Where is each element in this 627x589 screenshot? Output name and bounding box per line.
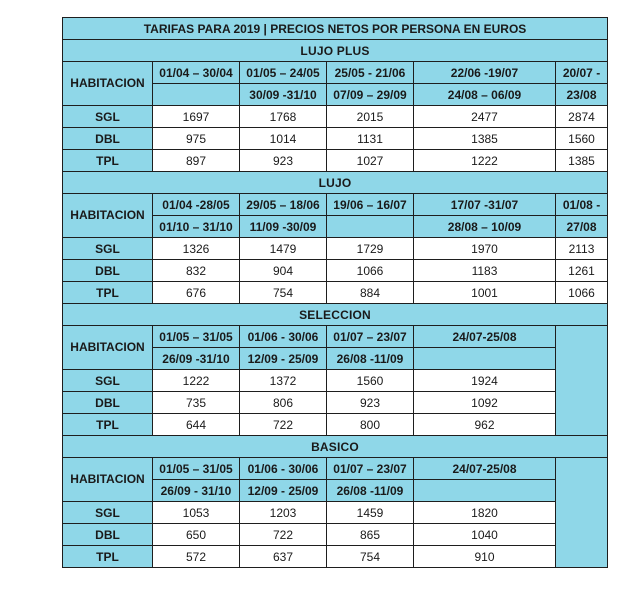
period-label: 01/10 – 31/10	[153, 216, 240, 238]
price-row	[63, 392, 608, 414]
price-row	[63, 546, 608, 568]
period-label: 29/05 – 18/06	[240, 194, 327, 216]
room-type: DBL	[63, 524, 153, 546]
price-cell: 722	[240, 524, 327, 546]
room-type: SGL	[63, 106, 153, 128]
period-label: 22/06 -19/07	[414, 62, 556, 84]
price-row	[63, 414, 608, 436]
section-title-row	[63, 304, 608, 326]
room-type: SGL	[63, 238, 153, 260]
period-label: 01/07 – 23/07	[327, 458, 414, 480]
price-cell: 923	[240, 150, 327, 172]
period-label: 01/05 – 31/05	[153, 326, 240, 348]
price-cell: 1261	[556, 260, 608, 282]
price-cell: 1560	[556, 128, 608, 150]
price-cell: 2015	[327, 106, 414, 128]
price-cell: 1066	[556, 282, 608, 304]
price-cell: 1326	[153, 238, 240, 260]
last-period-end: 27/08	[556, 216, 608, 238]
title-row	[63, 18, 608, 40]
price-cell: 2874	[556, 106, 608, 128]
room-type: DBL	[63, 128, 153, 150]
price-row	[63, 106, 608, 128]
price-cell: 1001	[414, 282, 556, 304]
section-title-row	[63, 172, 608, 194]
price-cell: 1385	[556, 150, 608, 172]
price-cell: 1697	[153, 106, 240, 128]
price-row	[63, 370, 608, 392]
period-label: 30/09 -31/10	[240, 84, 327, 106]
period-header-row	[63, 62, 608, 84]
period-label: 01/06 - 30/06	[240, 458, 327, 480]
price-cell: 1970	[414, 238, 556, 260]
price-cell: 800	[327, 414, 414, 436]
empty-column	[556, 458, 608, 568]
price-cell: 1385	[414, 128, 556, 150]
price-row	[63, 524, 608, 546]
price-cell: 1027	[327, 150, 414, 172]
price-cell: 572	[153, 546, 240, 568]
period-label: 26/09 - 31/10	[153, 480, 240, 502]
price-row	[63, 238, 608, 260]
period-label: 17/07 -31/07	[414, 194, 556, 216]
price-cell: 1053	[153, 502, 240, 524]
price-cell: 1014	[240, 128, 327, 150]
price-cell: 1092	[414, 392, 556, 414]
price-cell: 1820	[414, 502, 556, 524]
price-cell: 1222	[414, 150, 556, 172]
price-cell: 650	[153, 524, 240, 546]
price-cell: 1768	[240, 106, 327, 128]
price-cell: 897	[153, 150, 240, 172]
section-title: LUJO	[63, 172, 608, 194]
price-cell: 1203	[240, 502, 327, 524]
period-label: 01/07 – 23/07	[327, 326, 414, 348]
last-period-start: 01/08 -	[556, 194, 608, 216]
price-cell: 1560	[327, 370, 414, 392]
room-type: TPL	[63, 546, 153, 568]
period-label: 19/06 – 16/07	[327, 194, 414, 216]
period-label	[153, 84, 240, 106]
section-title-row	[63, 40, 608, 62]
row-header-label: HABITACION	[63, 62, 153, 106]
period-header-row	[63, 326, 608, 348]
price-cell: 1729	[327, 238, 414, 260]
price-cell: 1479	[240, 238, 327, 260]
price-cell: 962	[414, 414, 556, 436]
price-cell: 975	[153, 128, 240, 150]
price-cell: 754	[327, 546, 414, 568]
price-row	[63, 150, 608, 172]
period-label: 24/07-25/08	[414, 326, 556, 348]
price-cell: 1222	[153, 370, 240, 392]
period-label	[414, 348, 556, 370]
rates-table	[62, 17, 608, 568]
period-header-row	[63, 194, 608, 216]
price-cell: 676	[153, 282, 240, 304]
price-cell: 2477	[414, 106, 556, 128]
price-cell: 735	[153, 392, 240, 414]
price-cell: 1040	[414, 524, 556, 546]
section-title-row	[63, 436, 608, 458]
price-row	[63, 502, 608, 524]
period-label: 01/04 -28/05	[153, 194, 240, 216]
period-label: 01/04 – 30/04	[153, 62, 240, 84]
section-title: SELECCION	[63, 304, 608, 326]
price-cell: 910	[414, 546, 556, 568]
period-label: 12/09 - 25/09	[240, 348, 327, 370]
price-row	[63, 128, 608, 150]
table-title: TARIFAS PARA 2019 | PRECIOS NETOS POR PERSONA EN EUROS	[63, 18, 608, 40]
price-cell: 637	[240, 546, 327, 568]
room-type: TPL	[63, 282, 153, 304]
period-label: 26/09 -31/10	[153, 348, 240, 370]
price-cell: 832	[153, 260, 240, 282]
room-type: TPL	[63, 150, 153, 172]
price-cell: 1131	[327, 128, 414, 150]
last-period-end: 23/08	[556, 84, 608, 106]
period-label: 11/09 -30/09	[240, 216, 327, 238]
last-period-start: 20/07 -	[556, 62, 608, 84]
price-cell: 1924	[414, 370, 556, 392]
room-type: DBL	[63, 260, 153, 282]
price-cell: 644	[153, 414, 240, 436]
room-type: SGL	[63, 370, 153, 392]
period-label: 24/07-25/08	[414, 458, 556, 480]
price-cell: 722	[240, 414, 327, 436]
period-label: 26/08 -11/09	[327, 480, 414, 502]
period-label: 12/09 - 25/09	[240, 480, 327, 502]
price-cell: 2113	[556, 238, 608, 260]
section-title: BASICO	[63, 436, 608, 458]
price-cell: 1066	[327, 260, 414, 282]
period-label: 24/08 – 06/09	[414, 84, 556, 106]
row-header-label: HABITACION	[63, 458, 153, 502]
period-label: 25/05 - 21/06	[327, 62, 414, 84]
price-cell: 1459	[327, 502, 414, 524]
price-cell: 923	[327, 392, 414, 414]
period-label	[327, 216, 414, 238]
row-header-label: HABITACION	[63, 326, 153, 370]
room-type: TPL	[63, 414, 153, 436]
period-label: 28/08 – 10/09	[414, 216, 556, 238]
price-row	[63, 282, 608, 304]
row-header-label: HABITACION	[63, 194, 153, 238]
period-label: 01/05 – 31/05	[153, 458, 240, 480]
price-cell: 1183	[414, 260, 556, 282]
period-label: 01/05 – 24/05	[240, 62, 327, 84]
period-label	[414, 480, 556, 502]
room-type: DBL	[63, 392, 153, 414]
price-cell: 1372	[240, 370, 327, 392]
period-label: 26/08 -11/09	[327, 348, 414, 370]
price-cell: 865	[327, 524, 414, 546]
room-type: SGL	[63, 502, 153, 524]
price-cell: 806	[240, 392, 327, 414]
empty-column	[556, 326, 608, 436]
price-cell: 754	[240, 282, 327, 304]
period-header-row	[63, 458, 608, 480]
section-title: LUJO PLUS	[63, 40, 608, 62]
price-row	[63, 260, 608, 282]
period-label: 07/09 – 29/09	[327, 84, 414, 106]
period-label: 01/06 - 30/06	[240, 326, 327, 348]
price-cell: 884	[327, 282, 414, 304]
price-cell: 904	[240, 260, 327, 282]
